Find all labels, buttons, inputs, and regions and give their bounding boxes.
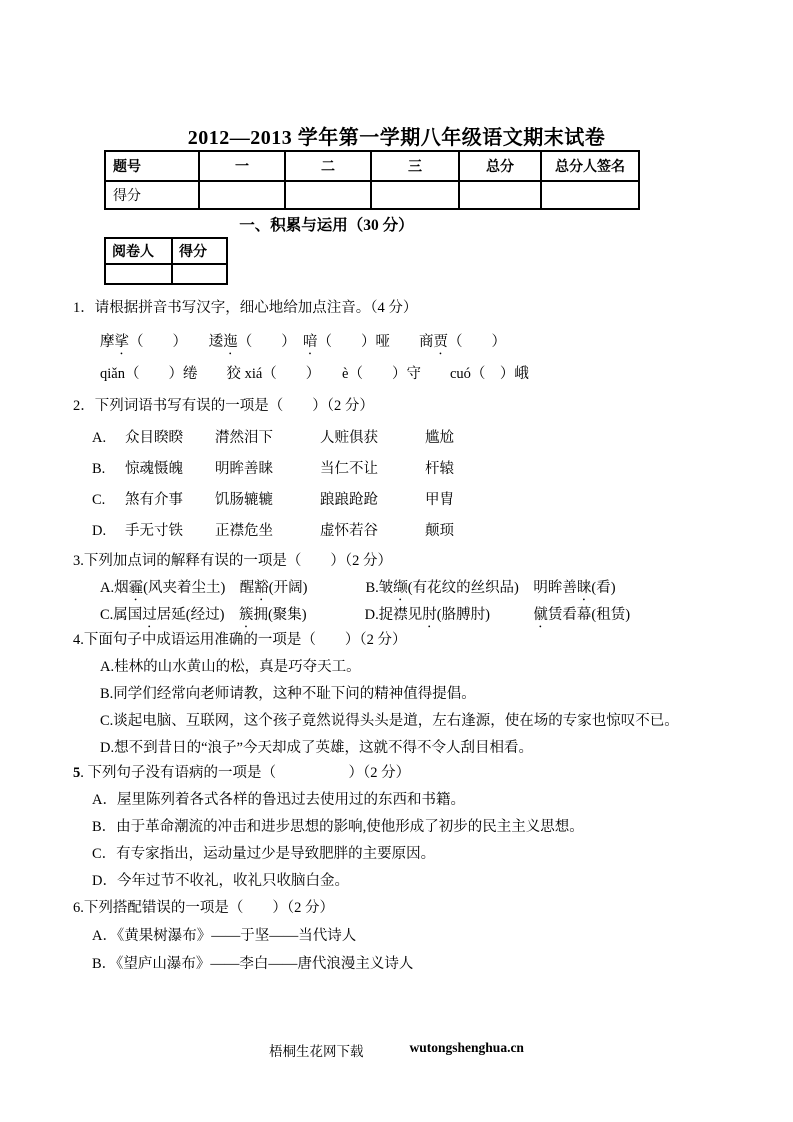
option-word: 惊魂慑魄: [125, 461, 183, 477]
score-table-header-cell: 一: [199, 151, 285, 181]
dotted-char: 过: [142, 607, 157, 623]
text-segment: （ ）哑 商: [317, 334, 434, 350]
option-word: 尴尬: [425, 430, 454, 446]
option-line: B.同学们经常向老师请教，这种不耻下问的精神值得提倡。: [100, 686, 476, 702]
option-word: 甲胄: [425, 492, 454, 508]
option-word: 虚怀若谷: [320, 523, 378, 539]
text-segment: (胳膊肘): [436, 607, 534, 623]
text-segment: (看): [591, 580, 616, 596]
option-word: 杆辕: [425, 461, 454, 477]
grader-table-header-cell: 得分: [172, 238, 227, 264]
option-word: 当仁不让: [320, 461, 378, 477]
text-segment: (有花纹的丝织品) 明眸善: [407, 580, 577, 596]
question-stem: 3.下列加点词的解释有误的一项是（ ）（2 分）: [73, 553, 392, 569]
score-table-header-cell: 总分人签名: [541, 151, 639, 181]
option-word: 饥肠辘辘: [215, 492, 273, 508]
question-line: [100, 578, 616, 598]
option-word: 踉踉跄跄: [320, 492, 378, 508]
option-word: 颠顼: [425, 523, 454, 539]
dotted-char: 豁: [254, 580, 269, 596]
question-line: [100, 605, 630, 625]
footer-site-name: 梧桐生花网下载: [269, 1044, 364, 1059]
question-stem: 4.下面句子中成语运用准确的一项是（ ）（2 分）: [73, 632, 407, 648]
option-label: B.: [92, 461, 106, 477]
score-cell-empty: [541, 181, 639, 209]
option-word: 人赃俱获: [320, 430, 378, 446]
option-line: C．有专家指出，运动量过少是导致肥胖的主要原因。: [92, 846, 436, 862]
option-line: B．由于革命潮流的冲击和进步思想的影响,使他形成了初步的民主主义思想。: [92, 819, 584, 835]
text-segment: 居延(经过): [156, 607, 239, 623]
dotted-char: 簇: [238, 607, 254, 623]
dotted-char: 贾: [433, 334, 448, 350]
option-line: D．今年过节不收礼，收礼只收脑白金。: [92, 873, 349, 889]
text-segment: A.烟: [100, 580, 129, 596]
grader-table: [104, 237, 228, 285]
dotted-char: 迤: [223, 334, 238, 350]
option-line: A．屋里陈列着各式各样的鲁迅过去使用过的东西和书籍。: [92, 792, 465, 808]
dotted-char: 喑: [303, 334, 318, 350]
footer-site-url: wutongshenghua.cn: [409, 1040, 524, 1055]
dotted-char: 僦: [533, 607, 548, 623]
score-cell-empty: [199, 181, 285, 209]
score-table: [104, 150, 640, 210]
text-segment: (风夹着尘土) 醒: [143, 580, 255, 596]
text-segment: C.属国: [100, 607, 143, 623]
option-line: A．《黄果树瀑布》——于坚——当代诗人: [92, 928, 357, 944]
question-stem: 6.下列搭配错误的一项是（ ）（2 分）: [73, 900, 334, 916]
score-table-header-cell: 总分: [459, 151, 541, 181]
grader-table-header-cell: 阅卷人: [105, 238, 172, 264]
dotted-char: 肘: [422, 607, 437, 623]
option-word: 众目睽睽: [125, 430, 183, 446]
question-stem: 1．请根据拼音书写汉字，细心地给加点注音。（4 分）: [73, 300, 418, 316]
question-stem-text: . 下列句子没有语病的一项是（ ）（2 分）: [80, 765, 411, 781]
dotted-char: 挲: [114, 334, 129, 350]
option-word: 正襟危坐: [215, 523, 273, 539]
option-label: C.: [92, 492, 106, 508]
score-row-label: 得分: [105, 181, 199, 209]
score-table-header-cell: 二: [285, 151, 371, 181]
option-row: [92, 521, 454, 541]
grader-cell-empty: [172, 264, 227, 284]
score-cell-empty: [459, 181, 541, 209]
text-segment: 赁看幕(租赁): [547, 607, 631, 623]
text-segment: （ ）: [237, 334, 303, 350]
score-table-header-cell: 题号: [105, 151, 199, 181]
text-segment: (开阔) B.皱: [268, 580, 394, 596]
option-row: [92, 490, 454, 510]
dotted-char: 缬: [393, 580, 408, 596]
question-number: 5: [73, 765, 81, 781]
option-word: 潸然泪下: [215, 430, 273, 446]
text-segment: （ ） 逶: [129, 334, 224, 350]
option-word: 明眸善睐: [215, 461, 273, 477]
score-cell-empty: [371, 181, 459, 209]
score-table-header-cell: 三: [371, 151, 459, 181]
score-cell-empty: [285, 181, 371, 209]
option-row: [92, 428, 454, 448]
question-stem: [73, 763, 410, 783]
footer: [0, 1040, 793, 1060]
option-line: D.想不到昔日的“浪子”今天却成了英雄，这就不得不令人刮目相看。: [100, 740, 533, 756]
option-label: A.: [92, 430, 107, 446]
option-label: D.: [92, 523, 107, 539]
option-line: C.谈起电脑、互联网，这个孩子竟然说得头头是道，左右逢源，使在场的专家也惊叹不已。: [100, 713, 679, 729]
option-row: [92, 459, 454, 479]
exam-title: 2012—2013 学年第一学期八年级语文期末试卷: [187, 127, 606, 149]
option-word: 手无寸铁: [125, 523, 183, 539]
text-segment: 摩: [100, 334, 115, 350]
question-line: [100, 332, 506, 352]
section-heading: 一、积累与运用（30 分）: [239, 217, 414, 234]
grader-cell-empty: [105, 264, 172, 284]
option-word: 煞有介事: [125, 492, 183, 508]
option-line: A.桂林的山水黄山的松，真是巧夺天工。: [100, 659, 361, 675]
dotted-char: 睐: [576, 580, 592, 596]
text-segment: （ ）: [448, 334, 506, 350]
question-line: qiǎn（ ）绻 狡 xiá（ ） è（ ）守 cuó（ ）峨: [100, 366, 529, 382]
option-line: B．《望庐山瀑布》——李白——唐代浪漫主义诗人: [92, 956, 414, 972]
question-stem: 2．下列词语书写有误的一项是（ ）（2 分）: [73, 398, 374, 414]
dotted-char: 霾: [128, 580, 144, 596]
text-segment: 拥(聚集) D.捉襟见: [253, 607, 423, 623]
